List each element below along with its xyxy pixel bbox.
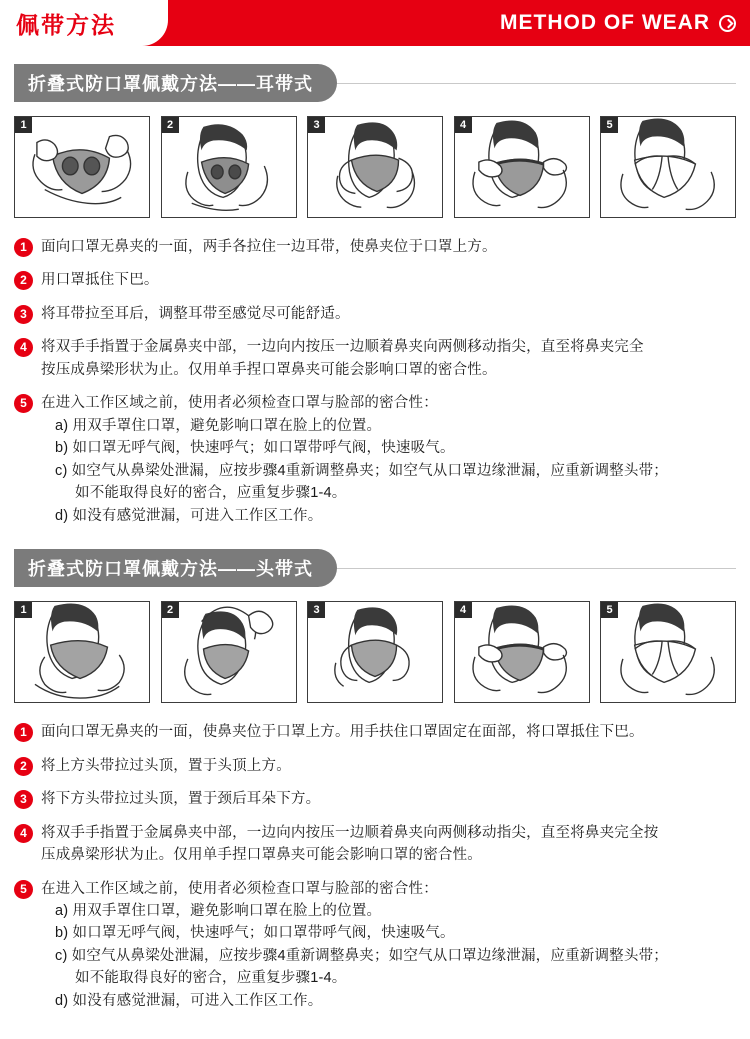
figure-number: 2 [162,602,179,618]
step-item [14,822,736,867]
step-substep: a) 用双手罩住口罩，避免影响口罩在脸上的位置。 [55,417,382,434]
step-line: 在进入工作区域之前，使用者必须检查口罩与脸部的密合性： [41,395,438,412]
step-substep: c) 如空气从鼻梁处泄漏，应按步骤4重新调整鼻夹；如空气从口罩边缘泄漏，应重新调整头带； [55,462,668,479]
figure-2-1 [14,601,150,703]
figure-number: 2 [162,117,179,133]
step-bullet: 1 [14,238,33,257]
step-substep: c) 如空气从鼻梁处泄漏，应按步骤4重新调整鼻夹；如空气从口罩边缘泄漏，应重新调整头带； [55,947,668,964]
step-text: 面向口罩无鼻夹的一面，使鼻夹位于口罩上方。用手扶住口罩固定在面部，将口罩抵住下巴。 [41,724,644,741]
step-item [14,755,736,777]
section-1-figures [0,116,750,218]
step-substep: b) 如口罩无呼气阀，快速呼气；如口罩带呼气阀，快速吸气。 [55,925,455,942]
step-text-block [41,822,658,867]
figure-number: 4 [455,117,472,133]
figure-number: 5 [601,117,618,133]
figure-number: 3 [308,117,325,133]
section-1-steps [0,232,750,527]
section-2-title: 折叠式防口罩佩戴方法——头带式 [14,549,337,587]
step-substep: d) 如没有感觉泄漏，可进入工作区工作。 [55,507,323,524]
step-text: 将下方头带拉过头顶，置于颈后耳朵下方。 [41,791,321,808]
section-headband [0,549,750,587]
step-line: 压成鼻梁形状为止。仅用单手捏口罩鼻夹可能会影响口罩的密合性。 [41,847,482,864]
step-bullet: 2 [14,271,33,290]
step-item [14,336,736,381]
figure-number: 4 [455,602,472,618]
figure-1-3 [307,116,443,218]
figure-number: 3 [308,602,325,618]
step-bullet: 5 [14,394,33,413]
figure-2-4 [454,601,590,703]
seal-check-icon [601,602,735,702]
step-line: 将双手手指置于金属鼻夹中部，一边向内按压一边顺着鼻夹向两侧移动指尖，直至将鼻夹完全 [41,339,644,356]
figure-2-3 [307,601,443,703]
step-substep-cont: 如不能取得良好的密合，应重复步骤1-4。 [75,485,347,502]
figure-1-4 [454,116,590,218]
figure-2-2 [161,601,297,703]
bottom-strap-neck-icon [308,602,442,702]
step-text: 面向口罩无鼻夹的一面，两手各拉住一边耳带，使鼻夹位于口罩上方。 [41,239,497,255]
step-line: 按压成鼻梁形状为止。仅用单手捏口罩鼻夹可能会影响口罩的密合性。 [41,361,497,378]
figure-1-1 [14,116,150,218]
step-item [14,303,736,325]
figure-1-2 [161,116,297,218]
figure-1-5 [600,116,736,218]
step-bullet: 4 [14,824,33,843]
mask-held-to-face-icon [15,602,149,702]
page-title-en: METHOD OF WEAR [500,11,710,34]
mask-over-chin-icon [162,117,296,217]
page-title-en-wrap [500,11,736,35]
step-substep: d) 如没有感觉泄漏，可进入工作区工作。 [55,992,323,1009]
top-strap-over-head-icon [162,602,296,702]
pressing-nose-clip-icon [455,117,589,217]
step-bullet: 5 [14,880,33,899]
arrow-right-circle-icon [719,15,736,32]
step-bullet: 3 [14,305,33,324]
step-text-block [41,878,668,1013]
section-2-figures [0,601,750,703]
page-title-cn: 佩带方法 [0,0,168,46]
hands-holding-mask-icon [15,117,149,217]
step-item [14,721,736,743]
step-bullet: 1 [14,723,33,742]
step-line: 在进入工作区域之前，使用者必须检查口罩与脸部的密合性： [41,880,438,897]
mask-side-view-icon [308,117,442,217]
step-item [14,269,736,291]
step-substep: b) 如口罩无呼气阀，快速呼气；如口罩带呼气阀，快速吸气。 [55,440,455,457]
figure-number: 1 [15,117,32,133]
step-bullet: 3 [14,790,33,809]
step-text-block [41,336,644,381]
step-item [14,878,736,1013]
step-item [14,392,736,527]
step-substep-cont: 如不能取得良好的密合，应重复步骤1-4。 [75,970,347,987]
section-2-steps [0,717,750,1012]
page-header [0,0,750,46]
step-bullet: 2 [14,757,33,776]
pressing-nose-clip-icon [455,602,589,702]
figure-2-5 [600,601,736,703]
section-2-title-bar [14,549,736,587]
step-text: 将上方头带拉过头顶，置于头顶上方。 [41,757,291,774]
step-substep: a) 用双手罩住口罩，避免影响口罩在脸上的位置。 [55,902,382,919]
step-text-block [41,392,668,527]
step-text: 将耳带拉至耳后，调整耳带至感觉尽可能舒适。 [41,305,350,322]
seal-check-icon [601,117,735,217]
section-1-title-bar [14,64,736,102]
section-earloop [0,64,750,102]
figure-number: 1 [15,602,32,618]
step-text: 用口罩抵住下巴。 [41,272,159,289]
figure-number: 5 [601,602,618,618]
section-1-title: 折叠式防口罩佩戴方法——耳带式 [14,64,337,102]
step-item [14,236,736,258]
step-line: 将双手手指置于金属鼻夹中部，一边向内按压一边顺着鼻夹向两侧移动指尖，直至将鼻夹完全按 [41,824,659,841]
step-item [14,788,736,810]
step-bullet: 4 [14,338,33,357]
